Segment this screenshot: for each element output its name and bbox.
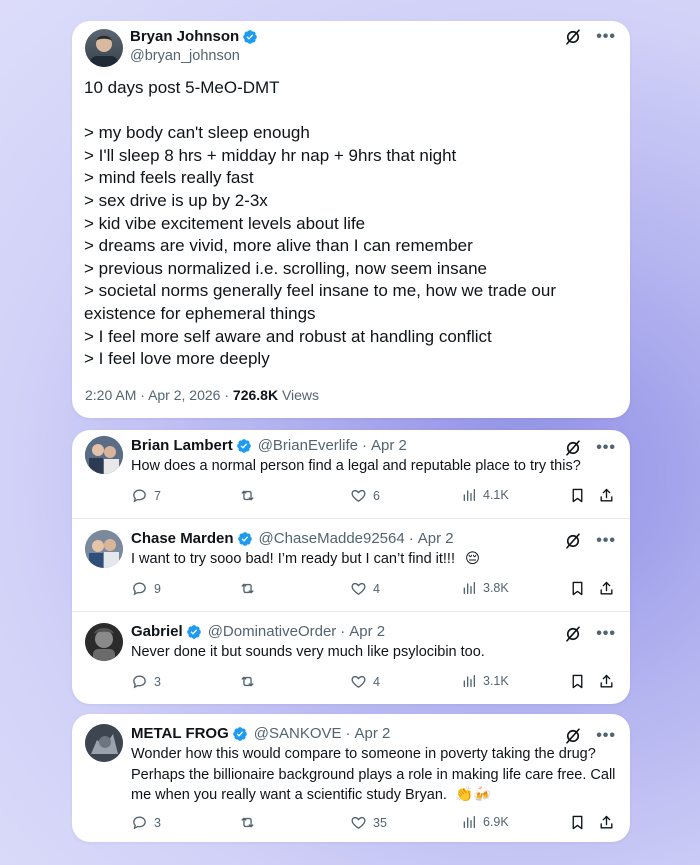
grok-icon[interactable]: [564, 439, 582, 457]
action-bar: [131, 673, 617, 693]
author-handle[interactable]: @bryan_johnson: [130, 48, 240, 64]
clap-beer-emoji: 👏🍻: [454, 787, 492, 803]
reply-count: 9: [154, 581, 161, 596]
share-button[interactable]: [598, 487, 615, 504]
reply-text-content: Wonder how this would compare to someone in poverty taking the drug? Perhaps the billionaire background plays a role in making life care free. Call me when you really want a scientific study Bryan.: [131, 746, 616, 803]
reply-text: [131, 549, 611, 570]
tweet-line: > I'll sleep 8 hrs + midday hr nap + 9hrs that night: [84, 145, 457, 165]
bookmark-button[interactable]: [569, 673, 586, 690]
meta-separator: ·: [224, 387, 230, 403]
tweet-line: > mind feels really fast: [84, 168, 254, 188]
grok-icon[interactable]: [564, 28, 582, 46]
views-count: 3.1K: [483, 674, 509, 688]
like-icon: [350, 487, 367, 504]
tweet-line: 10 days post 5-MeO-DMT: [84, 78, 280, 97]
avatar[interactable]: [85, 29, 123, 67]
reply-header: [131, 623, 385, 640]
like-count: 4: [373, 581, 380, 596]
reply-icon: [131, 814, 148, 831]
bookmark-icon: [569, 673, 586, 690]
repost-button[interactable]: [239, 673, 262, 690]
meta-separator: ·: [140, 387, 145, 403]
reply-icon: [131, 487, 148, 504]
dot-separator: ·: [361, 437, 367, 454]
avatar-photo: [85, 623, 123, 661]
verified-badge-icon: [236, 438, 252, 454]
reply-text: How does a normal person find a legal and reputable place to try this?: [131, 458, 581, 474]
verified-badge-icon: [232, 726, 248, 742]
post-date[interactable]: Apr 2, 2026: [148, 387, 221, 403]
tweet-text: [84, 77, 624, 371]
reply-header: [131, 530, 454, 547]
reply-icon: [131, 580, 148, 597]
tweet-line: > sex drive is up by 2-3x: [84, 190, 268, 210]
views-count: 3.8K: [483, 581, 509, 595]
like-count: 4: [373, 674, 380, 689]
replies-card: [72, 430, 630, 704]
views-label: Views: [281, 387, 320, 403]
reply-item[interactable]: [72, 519, 630, 611]
views-count: 6.9K: [483, 815, 509, 829]
avatar-photo: [85, 530, 123, 568]
tweet-line: > my body can't sleep enough: [84, 123, 310, 143]
tweet-line: > societal norms generally feel insane to me, how we trade our existence for ephemeral things: [84, 281, 556, 323]
action-bar: [131, 580, 617, 600]
avatar-photo: [85, 724, 123, 762]
bookmark-button[interactable]: [569, 814, 586, 831]
like-button[interactable]: [350, 487, 380, 504]
bookmark-button[interactable]: [569, 487, 586, 504]
reply-card[interactable]: [72, 714, 630, 842]
grok-icon[interactable]: [564, 532, 582, 550]
reply-author-handle[interactable]: @SANKOVE: [253, 725, 342, 742]
like-icon: [350, 580, 367, 597]
repost-icon: [239, 814, 256, 831]
repost-button[interactable]: [239, 580, 262, 597]
verified-badge-icon: [186, 624, 202, 640]
more-icon[interactable]: •••: [596, 727, 616, 744]
tweet-line: > kid vibe excitement levels about life: [84, 213, 366, 233]
like-icon: [350, 673, 367, 690]
repost-button[interactable]: [239, 487, 262, 504]
reply-author-handle[interactable]: @ChaseMadde92564: [258, 530, 405, 547]
grok-icon[interactable]: [564, 727, 582, 745]
views-button[interactable]: [461, 580, 509, 596]
views-count: 4.1K: [483, 488, 509, 502]
bookmark-icon: [569, 814, 586, 831]
post-meta: [85, 387, 319, 403]
share-icon: [598, 673, 615, 690]
reply-button[interactable]: [131, 487, 161, 504]
bookmark-icon: [569, 487, 586, 504]
grok-icon[interactable]: [564, 625, 582, 643]
repost-icon: [239, 673, 256, 690]
author-name[interactable]: Bryan Johnson: [130, 28, 240, 45]
reply-button[interactable]: [131, 673, 161, 690]
more-icon[interactable]: •••: [596, 439, 616, 456]
reply-author-name[interactable]: METAL FROG: [131, 725, 229, 742]
action-bar: [131, 814, 617, 834]
reply-author-handle[interactable]: @BrianEverlife: [257, 437, 358, 454]
repost-icon: [239, 487, 256, 504]
like-count: 6: [373, 488, 380, 503]
views-icon: [461, 814, 477, 830]
like-icon: [350, 814, 367, 831]
dot-separator: ·: [345, 725, 351, 742]
reply-date[interactable]: Apr 2: [349, 623, 386, 640]
like-button[interactable]: [350, 580, 380, 597]
reply-date[interactable]: Apr 2: [417, 530, 454, 547]
reply-header: [131, 725, 390, 742]
avatar[interactable]: [85, 724, 123, 762]
share-button[interactable]: [598, 580, 615, 597]
views-button[interactable]: [461, 814, 509, 830]
bookmark-icon: [569, 580, 586, 597]
repost-icon: [239, 580, 256, 597]
verified-badge-icon: [242, 29, 258, 45]
reply-text: [131, 744, 617, 806]
avatar-photo: [85, 29, 123, 67]
more-icon[interactable]: •••: [596, 28, 616, 45]
reply-item[interactable]: [72, 430, 630, 518]
like-button[interactable]: [350, 814, 387, 831]
tweet-line: > dreams are vivid, more alive than I can remember: [84, 236, 473, 256]
reply-author-name[interactable]: Gabriel: [131, 623, 183, 640]
tweet-line: > previous normalized i.e. scrolling, now seem insane: [84, 258, 488, 278]
reply-date[interactable]: Apr 2: [370, 437, 407, 454]
share-button[interactable]: [598, 673, 615, 690]
avatar[interactable]: [85, 623, 123, 661]
dot-separator: ·: [408, 530, 414, 547]
bookmark-button[interactable]: [569, 580, 586, 597]
reply-text: Never done it but sounds very much like psylocibin too.: [131, 644, 485, 660]
like-count: 35: [373, 815, 387, 830]
share-icon: [598, 487, 615, 504]
verified-badge-icon: [237, 531, 253, 547]
reply-author-handle[interactable]: @DominativeOrder: [207, 623, 337, 640]
more-icon[interactable]: •••: [596, 625, 616, 642]
reply-count: 3: [154, 674, 161, 689]
reply-item[interactable]: [72, 612, 630, 704]
views-button[interactable]: [461, 487, 509, 503]
share-icon: [598, 814, 615, 831]
views-count: 726.8K: [232, 387, 279, 403]
tweet-line: [84, 100, 624, 123]
reply-author-name[interactable]: Brian Lambert: [131, 437, 233, 454]
reply-button[interactable]: [131, 814, 161, 831]
pensive-emoji: 😔: [465, 551, 481, 567]
reply-icon: [131, 673, 148, 690]
reply-text-content: I want to try sooo bad! I’m ready but I can’t find it!!!: [131, 551, 455, 567]
views-icon: [461, 580, 477, 596]
share-icon: [598, 580, 615, 597]
avatar-photo: [85, 436, 123, 474]
repost-button[interactable]: [239, 814, 262, 831]
views-button[interactable]: [461, 673, 509, 689]
dot-separator: ·: [340, 623, 346, 640]
avatar[interactable]: [85, 530, 123, 568]
reply-author-name[interactable]: Chase Marden: [131, 530, 234, 547]
share-button[interactable]: [598, 814, 615, 831]
tweet-line: > I feel more self aware and robust at handling conflict: [84, 326, 492, 346]
like-button[interactable]: [350, 673, 380, 690]
views-icon: [461, 487, 477, 503]
author-name-row: [130, 28, 258, 45]
avatar[interactable]: [85, 436, 123, 474]
more-icon[interactable]: •••: [596, 532, 616, 549]
post-time[interactable]: 2:20 AM: [85, 387, 137, 403]
reply-button[interactable]: [131, 580, 161, 597]
action-bar: [131, 487, 617, 507]
reply-header: [131, 437, 407, 454]
tweet-line: > I feel love more deeply: [84, 349, 270, 369]
reply-count: 7: [154, 488, 161, 503]
main-post-card: [72, 21, 630, 418]
reply-date[interactable]: Apr 2: [354, 725, 391, 742]
reply-count: 3: [154, 815, 161, 830]
views-icon: [461, 673, 477, 689]
